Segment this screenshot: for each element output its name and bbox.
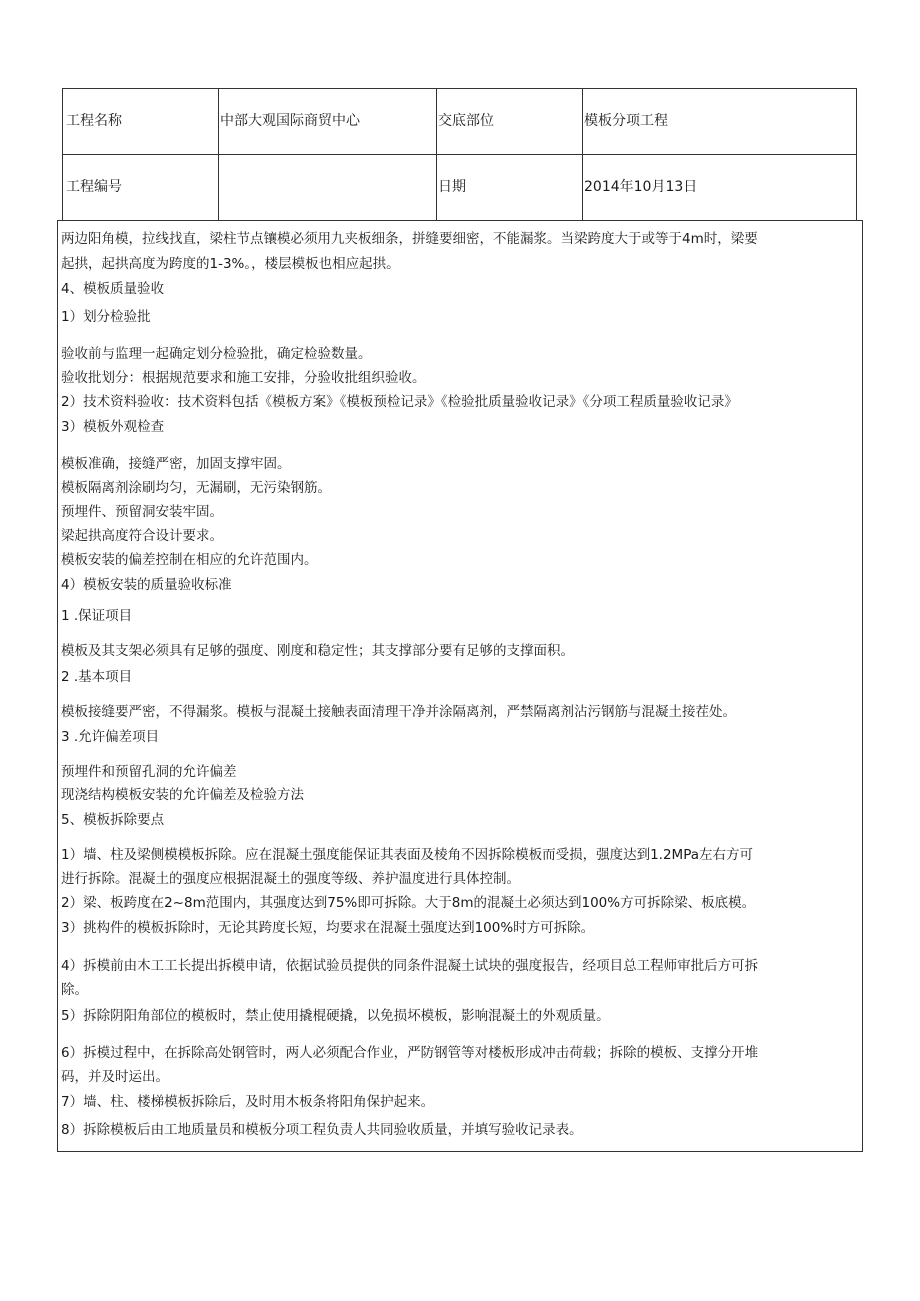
content-box xyxy=(57,220,863,1152)
text-line: 两边阳角模，拉线找直，梁柱节点镶模必须用九夹板细条，拼缝要细密，不能漏浆。当梁跨度大于或等于4m时，梁要 xyxy=(61,231,758,247)
text-line: 1 .保证项目 xyxy=(61,608,133,624)
text-line: 验收前与监理一起确定划分检验批，确定检验数量。 xyxy=(61,346,372,362)
project-name-label: 工程名称 xyxy=(66,113,122,129)
section-heading: 4、模板质量验收 xyxy=(61,281,165,297)
text-line: 3）模板外观检查 xyxy=(61,419,165,435)
section-heading: 5、模板拆除要点 xyxy=(61,812,165,828)
date-label: 日期 xyxy=(438,179,466,195)
date-value: 2014年10月13日 xyxy=(584,179,698,195)
text-line: 进行拆除。混凝土的强度应根据混凝土的强度等级、养护温度进行具体控制。 xyxy=(61,871,520,887)
text-line: 1）墙、柱及梁侧模模板拆除。应在混凝土强度能保证其表面及棱角不因拆除模板而受损，强度达到1.2MPa左右方可 xyxy=(61,847,754,863)
header-table xyxy=(62,88,857,221)
text-line: 除。 xyxy=(61,982,88,998)
text-line: 起拱，起拱高度为跨度的1-3%。，楼层模板也相应起拱。 xyxy=(61,256,400,272)
text-line: 验收批划分：根据规范要求和施工安排，分验收批组织验收。 xyxy=(61,370,426,386)
text-line: 3 .允许偏差项目 xyxy=(61,729,160,745)
text-line: 现浇结构模板安装的允许偏差及检验方法 xyxy=(61,787,304,803)
project-name-value: 中部大观国际商贸中心 xyxy=(220,113,360,129)
text-line: 模板安装的偏差控制在相应的允许范围内。 xyxy=(61,552,318,568)
location-value: 模板分项工程 xyxy=(584,113,668,129)
text-line: 5）拆除阴阳角部位的模板时，禁止使用撬棍硬撬，以免损坏模板，影响混凝土的外观质量。 xyxy=(61,1008,610,1024)
text-line: 3）挑构件的模板拆除时，无论其跨度长短，均要求在混凝土强度达到100%时方可拆除。 xyxy=(61,920,595,936)
text-line: 6）拆模过程中，在拆除高处钢管时，两人必须配合作业，严防钢管等对楼板形成冲击荷载；拆除的模板、支撑分开堆 xyxy=(61,1045,759,1061)
text-line: 模板准确，接缝严密，加固支撑牢固。 xyxy=(61,456,291,472)
text-line: 2）梁、板跨度在2~8m范围内，其强度达到75%即可拆除。大于8m的混凝土必须达到100%方可拆除梁、板底模。 xyxy=(61,895,756,911)
text-line: 预埋件、预留洞安装牢固。 xyxy=(61,504,223,520)
text-line: 8）拆除模板后由工地质量员和模板分项工程负责人共同验收质量，并填写验收记录表。 xyxy=(61,1122,583,1138)
text-line: 模板接缝要严密，不得漏浆。模板与混凝土接触表面清理干净并涂隔离剂，严禁隔离剂沾污钢筋与混凝土接茬处。 xyxy=(61,704,736,720)
text-line: 2）技术资料验收：技术资料包括《模板方案》《模板预检记录》《检验批质量验收记录》《分项工程质量验收记录》 xyxy=(61,394,738,410)
project-no-label: 工程编号 xyxy=(66,179,122,195)
text-line: 4）模板安装的质量验收标准 xyxy=(61,577,232,593)
text-line: 预埋件和预留孔洞的允许偏差 xyxy=(61,764,237,780)
text-line: 2 .基本项目 xyxy=(61,669,133,685)
text-line: 7）墙、柱、楼梯模板拆除后，及时用木板条将阳角保护起来。 xyxy=(61,1094,435,1110)
location-label: 交底部位 xyxy=(438,113,494,129)
text-line: 码，并及时运出。 xyxy=(61,1069,169,1085)
text-line: 模板及其支架必须具有足够的强度、刚度和稳定性；其支撑部分要有足够的支撑面积。 xyxy=(61,643,574,659)
text-line: 1）划分检验批 xyxy=(61,309,151,325)
text-line: 梁起拱高度符合设计要求。 xyxy=(61,528,223,544)
text-line: 4）拆模前由木工工长提出拆模申请，依据试验员提供的同条件混凝土试块的强度报告，经项目总工程师审批后方可拆 xyxy=(61,958,759,974)
text-line: 模板隔离剂涂刷均匀，无漏刷，无污染钢筋。 xyxy=(61,480,331,496)
